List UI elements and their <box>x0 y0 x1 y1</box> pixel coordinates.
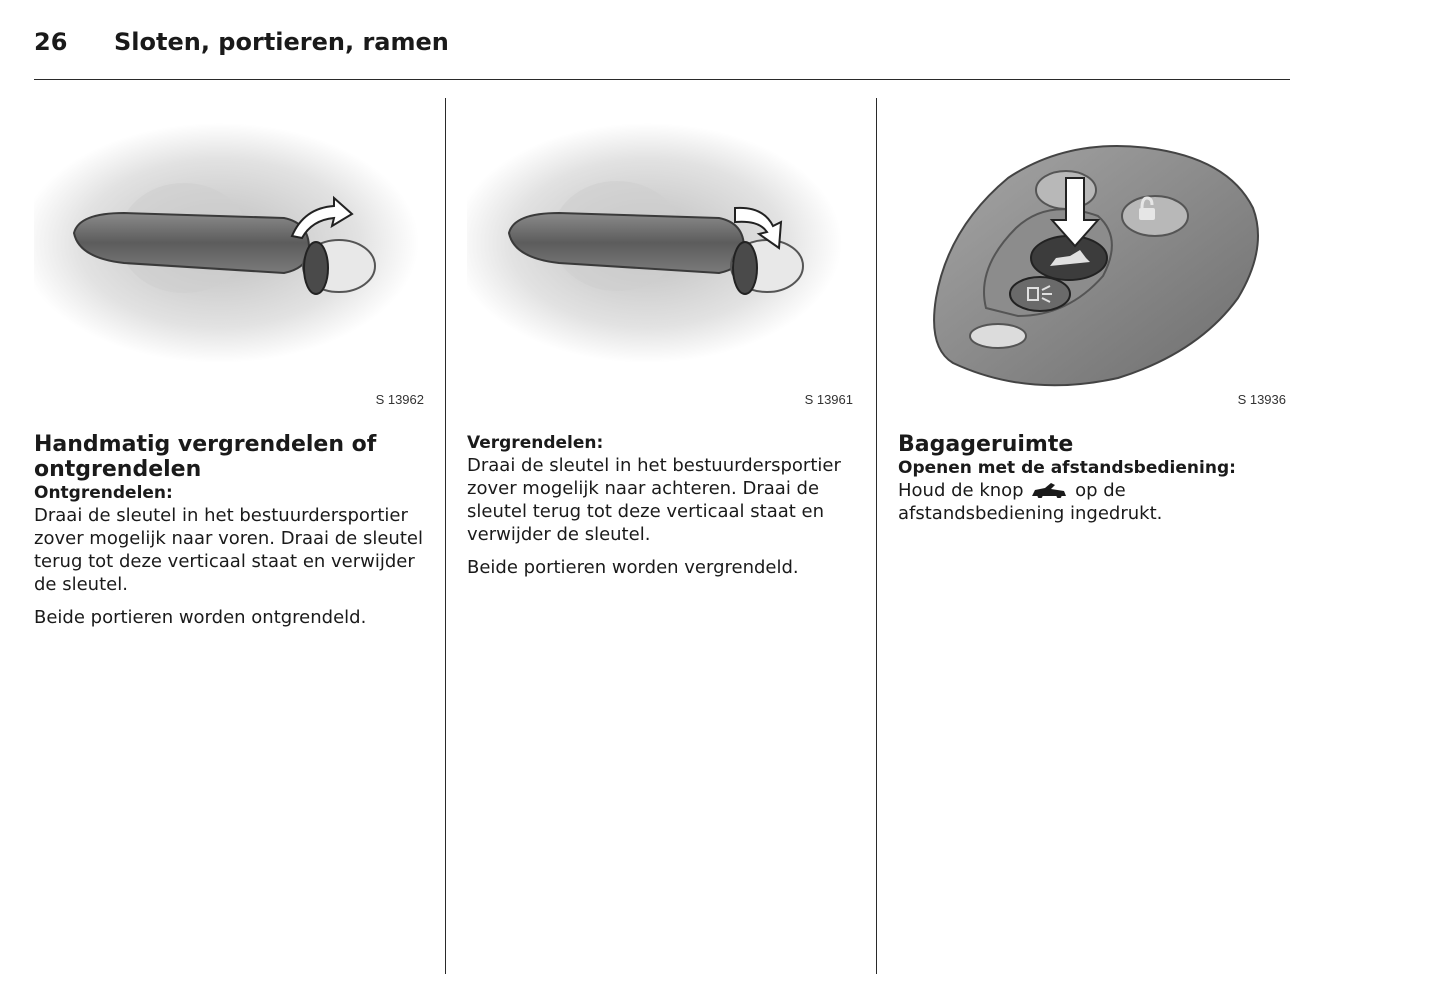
paragraph: Draai de sleutel in het bestuurdersportier zover mogelijk naar achteren. Draai de sleutel terug tot deze verticaal staat en verwijder de sleutel. <box>467 455 841 545</box>
figure-code: S 13936 <box>1237 392 1286 407</box>
subsection-title: Vergrendelen: <box>467 433 604 453</box>
key-ring-hole <box>970 324 1026 348</box>
paragraph: Beide portieren worden ontgrendeld. <box>34 607 367 628</box>
column-unlock <box>34 98 424 629</box>
subsection-title: Openen met de afstandsbediening: <box>898 458 1236 478</box>
paragraph: Draai de sleutel in het bestuurdersportier zover mogelijk naar voren. Draai de sleutel terug tot deze verticaal staat en verwijder de sleutel. <box>34 505 423 595</box>
page-number: 26 <box>34 28 68 56</box>
text-after-icon: op de afstandsbediening ingedrukt. <box>898 480 1163 524</box>
column-lock <box>467 98 853 579</box>
door-handle-lock-illustration <box>467 98 853 388</box>
figure-code: S 13962 <box>375 392 424 407</box>
door-handle-unlock-illustration <box>34 98 424 388</box>
column-divider <box>876 98 877 974</box>
remote-fob-illustration <box>898 98 1286 388</box>
column-trunk <box>898 98 1286 525</box>
door-handle-unlock-figure <box>34 98 424 407</box>
page-header <box>34 28 449 56</box>
subsection-title: Ontgrendelen: <box>34 483 173 503</box>
panic-button <box>1010 277 1070 311</box>
section-title: Bagageruimte <box>898 432 1074 457</box>
door-handle-lock-figure <box>467 98 853 407</box>
text-before-icon: Houd de knop <box>898 480 1024 501</box>
key-head <box>733 242 757 294</box>
page-title: Sloten, portieren, ramen <box>114 28 449 56</box>
column-divider <box>445 98 446 974</box>
figure-code: S 13961 <box>804 392 853 407</box>
section-title: Handmatig vergrendelen of ontgrendelen <box>34 432 377 482</box>
paragraph <box>898 479 1286 525</box>
paragraph: Beide portieren worden vergrendeld. <box>467 557 799 578</box>
remote-fob-figure <box>898 98 1286 407</box>
trunk-open-icon <box>1031 482 1067 498</box>
key-head <box>304 242 328 294</box>
header-divider <box>34 79 1290 80</box>
